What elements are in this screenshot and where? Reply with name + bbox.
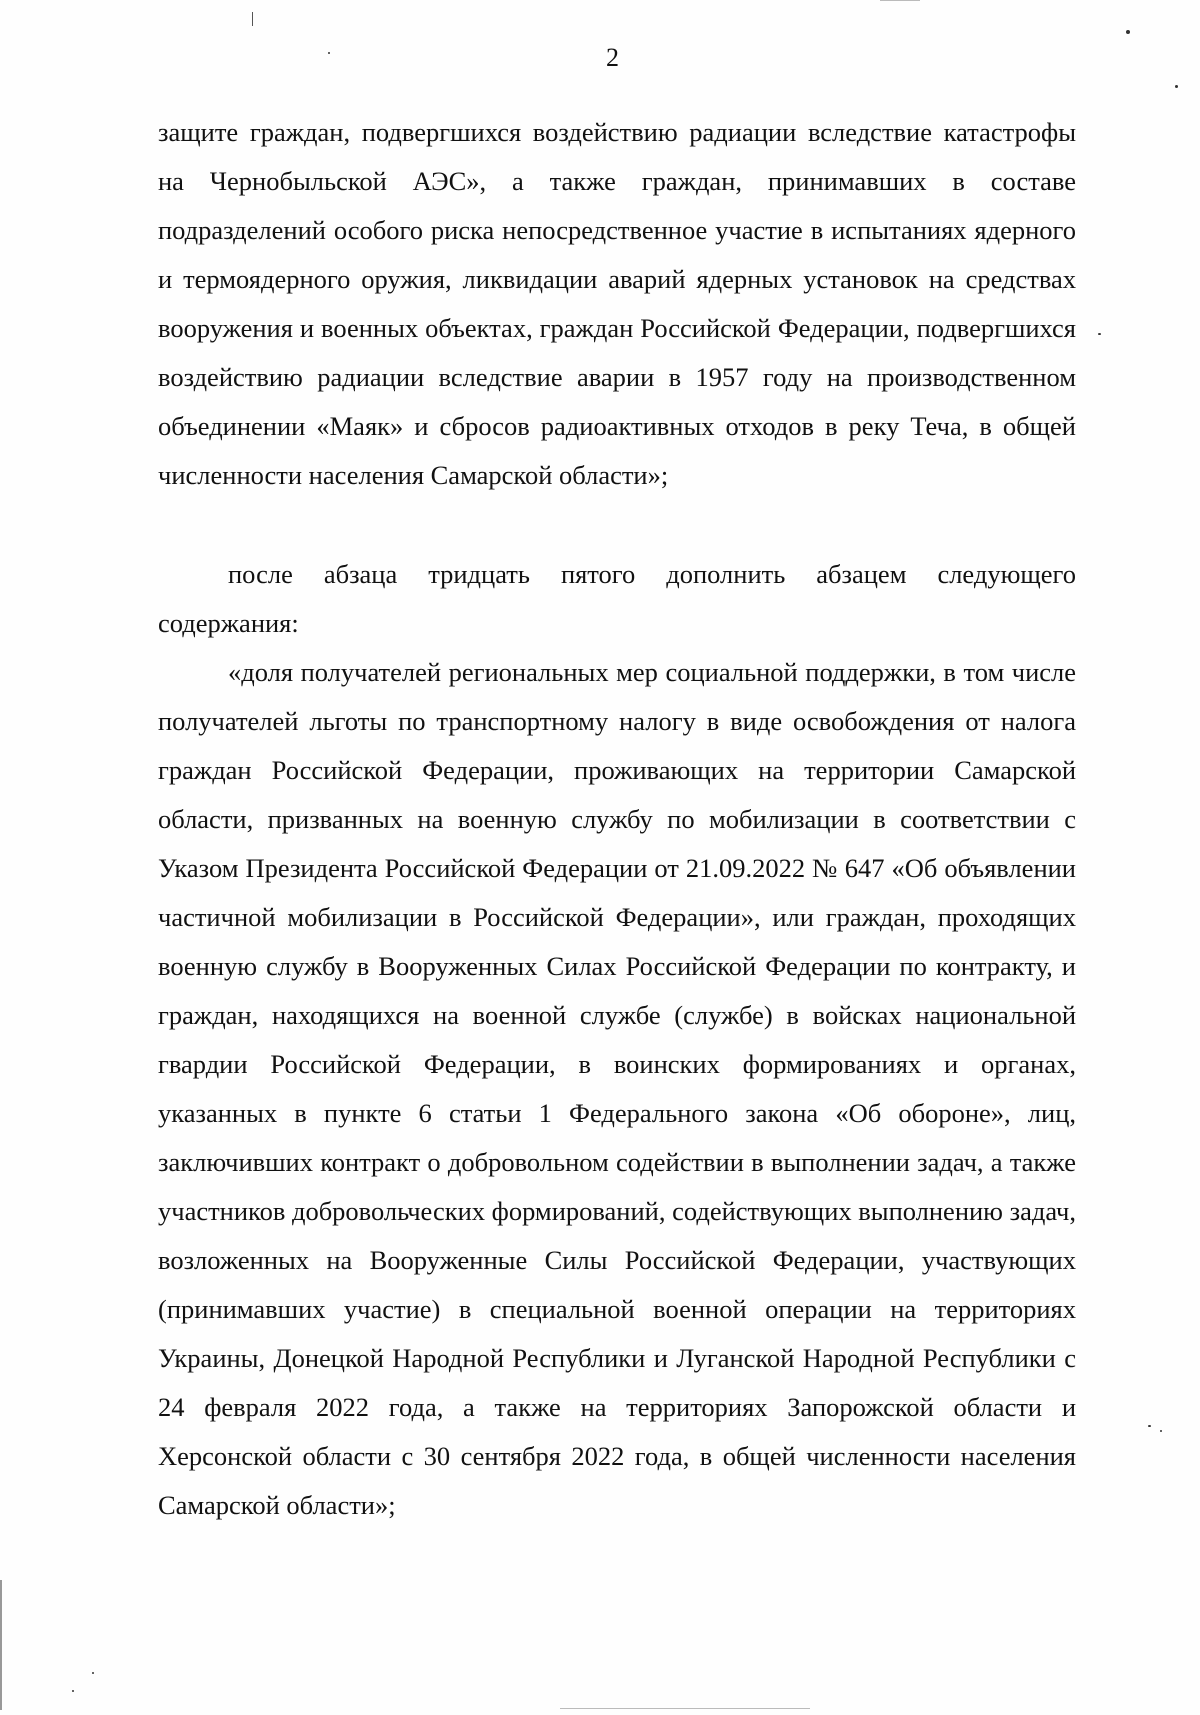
paragraph-instruction	[158, 550, 1076, 648]
scan-artifact-speck	[72, 1690, 74, 1692]
scan-artifact-speck	[1148, 1425, 1151, 1427]
scan-artifact-speck	[92, 1672, 94, 1674]
page-number: 2	[606, 43, 619, 72]
scan-artifact-speck	[1126, 30, 1130, 34]
paragraph-text: защите граждан, подвергшихся воздействию радиации вследствие катастрофы на Чернобыльской АЭС», а также граждан, принимавших в составе подразделений особого риска непосредственное участие в испытаниях ядерного и термоядерного оружия, ликвидации аварий ядерных установок на средствах вооружения и военных объектах, граждан Российской Федерации, подвергшихся воздействию радиации вследствие аварии в 1957 году на производственном объединении «Маяк» и сбросов радиоактивных отходов в реку Теча, в общей численности населения Самарской области»;	[158, 117, 1076, 490]
scan-artifact-mark	[252, 12, 253, 26]
paragraph-continuation	[158, 108, 1076, 500]
scan-artifact-mark	[560, 1708, 810, 1709]
scan-artifact-speck	[328, 52, 330, 54]
scan-artifact-mark	[0, 1580, 2, 1710]
paragraph-text: после абзаца тридцать пятого дополнить абзацем следующего содержания:	[158, 559, 1076, 638]
paragraph-text: «доля получателей региональных мер социальной поддержки, в том числе получателей льготы по транспортному налогу в виде освобождения от налога граждан Российской Федерации, проживающих на территории Самарской области, призванных на военную службу по мобилизации в соответствии с Указом Президента Российской Федерации от 21.09.2022 № 647 «Об объявлении частичной мобилизации в Российской Федерации», или граждан, проходящих военную службу в Вооруженных Силах Российской Федерации по контракту, и граждан, находящихся на военной службе (службе) в войсках национальной гвардии Российской Федерации, в воинских формированиях и органах, указанных в пункте 6 статьи 1 Федерального закона «Об обороне», лиц, заключивших контракт о добровольном содействии в выполнении задач, а также участников добровольческих формирований, содействующих выполнению задач, возложенных на Вооруженные Силы Российской Федерации, участвующих (принимавших участие) в специальной военной операции на территориях Украины, Донецкой Народной Республики и Луганской Народной Республики с 24 февраля 2022 года, а также на территориях Запорожской области и Херсонской области с 30 сентября 2022 года, в общей численности населения Самарской области»;	[158, 657, 1076, 1520]
scan-artifact-speck	[1098, 333, 1101, 335]
paragraph-quoted-amendment	[158, 648, 1076, 1530]
scan-artifact-speck	[1160, 1430, 1162, 1432]
scan-artifact-mark	[880, 0, 920, 1]
scan-artifact-speck	[1175, 85, 1178, 88]
